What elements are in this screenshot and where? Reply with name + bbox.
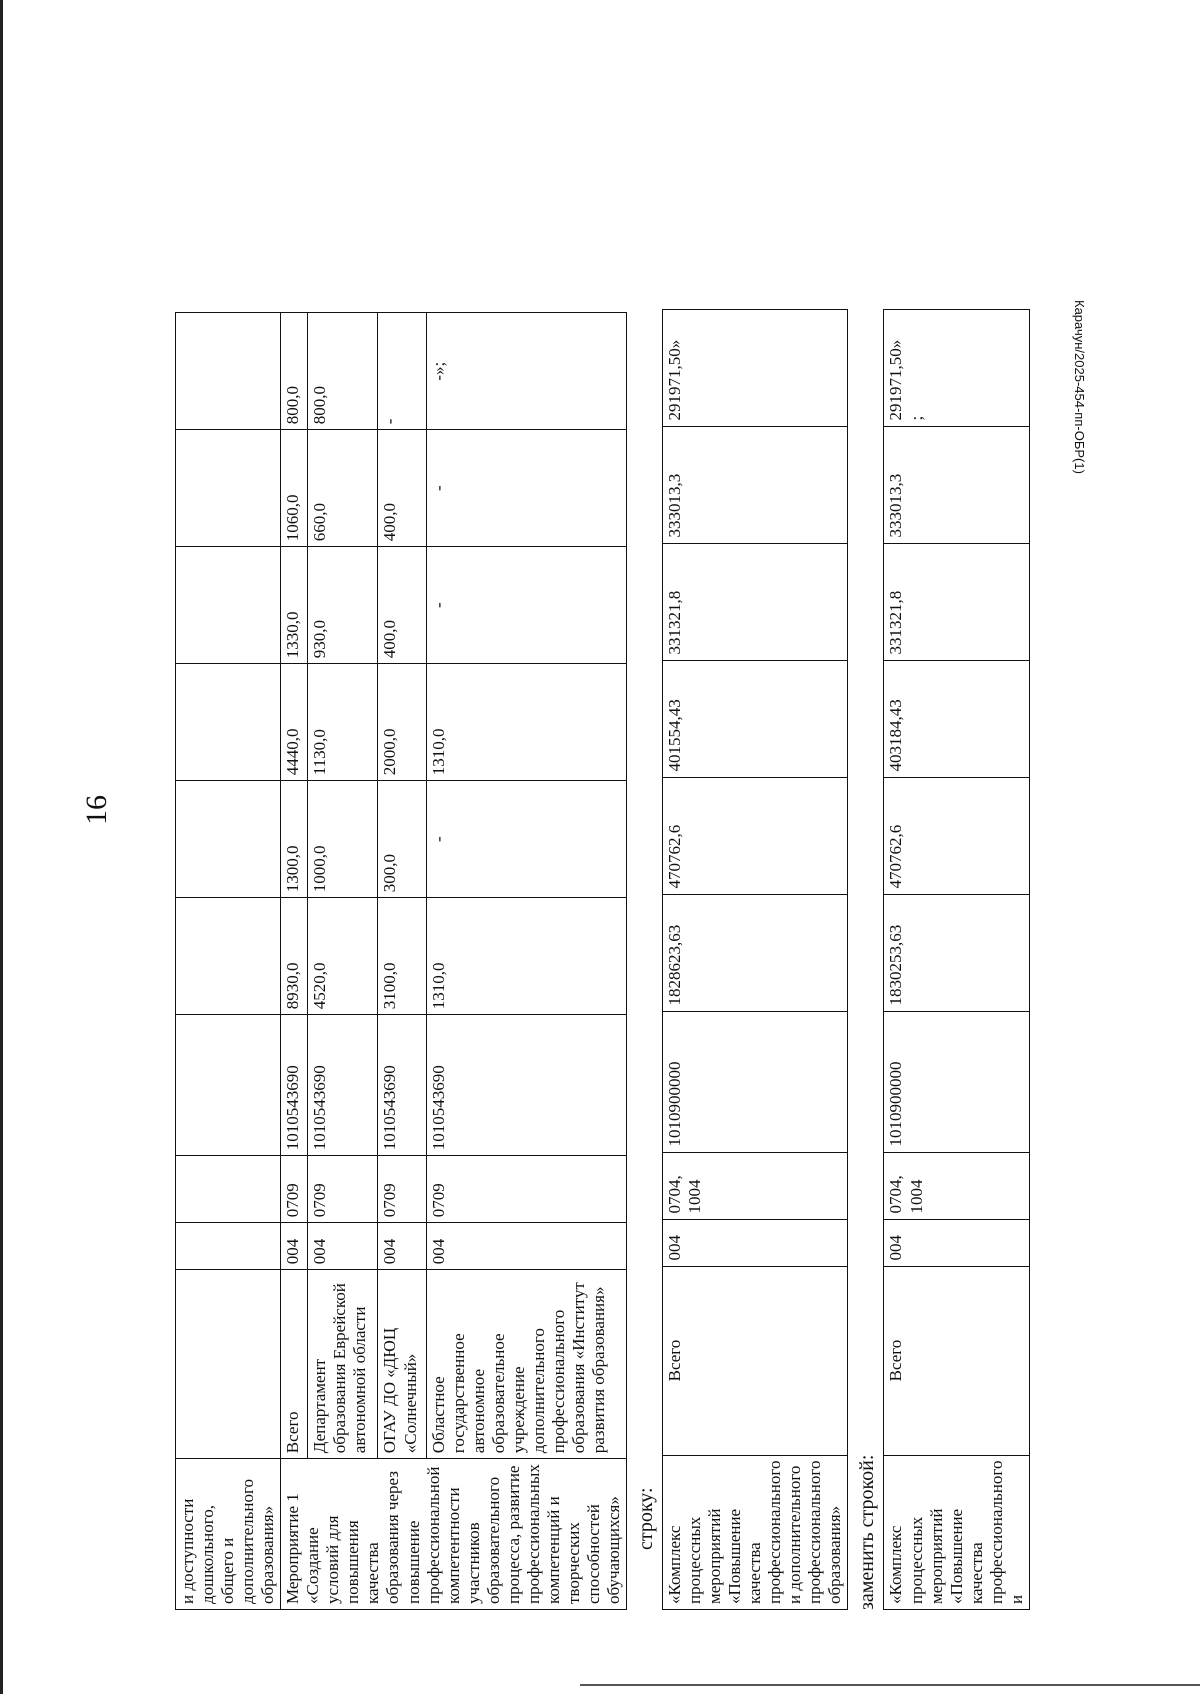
cell-year: 1310,0 <box>427 664 627 781</box>
cell-year: 1060,0 <box>281 430 308 547</box>
table-row <box>308 313 378 1610</box>
cell-year-last <box>884 309 1029 426</box>
cell-csr: 1010900000 <box>884 1011 1029 1152</box>
cell-total: 8930,0 <box>281 898 308 1015</box>
table-row <box>884 309 1029 1609</box>
cell-complex-name: «Комплекс процессных мероприятий «Повышение качества профессионального и дополнительного профессионального образования» <box>663 1455 848 1609</box>
cell-year: - <box>378 313 427 430</box>
cell-total: 1830253,63 <box>884 894 1029 1011</box>
cell-year-tail: ; <box>906 415 926 421</box>
heading-stroku: строку: <box>635 1487 658 1550</box>
cell-year: 1000,0 <box>308 781 378 898</box>
cell-executor: Областное государственное автономное образовательное учреждение дополнительного профессионального образования «Институт развития образования» <box>427 1270 627 1459</box>
cell-year: - <box>427 781 627 898</box>
cell-year: -»; <box>427 313 627 430</box>
cell-year: - <box>427 430 627 547</box>
cell-executor: Департамент образования Еврейской автономной области <box>308 1270 378 1459</box>
cell-total: 4520,0 <box>308 898 378 1015</box>
heading-replace: заменить строкой: <box>856 1454 879 1610</box>
cell-year: 470762,6 <box>663 777 848 894</box>
footer-code: Карачун/2025-454-пп-ОБР(1) <box>1072 300 1087 474</box>
cell-grbs: 004 <box>884 1219 1029 1266</box>
cell-rz: 0709 <box>281 1156 308 1223</box>
table-row <box>378 313 427 1610</box>
cell-csr: 1010900000 <box>663 1011 848 1152</box>
cell-total: 1828623,63 <box>663 894 848 1011</box>
cell-rz: 0704, 1004 <box>884 1152 1029 1219</box>
cell-rz: 0709 <box>378 1156 427 1223</box>
cell-year: 403184,43 <box>884 660 1029 777</box>
cell-year: 930,0 <box>308 547 378 664</box>
cell-year: 470762,6 <box>884 777 1029 894</box>
cell-executor: Всего <box>663 1266 848 1455</box>
table-block-3 <box>883 309 1029 1610</box>
cell-csr: 1010543690 <box>427 1015 627 1156</box>
cell-total: 1310,0 <box>427 898 627 1015</box>
cell-year: 1300,0 <box>281 781 308 898</box>
cell-total: 3100,0 <box>378 898 427 1015</box>
cell-rz: 0704, 1004 <box>663 1152 848 1219</box>
cell-year-value: 291971,50» <box>886 339 906 421</box>
cell-year: 291971,50» <box>663 309 848 426</box>
cell-year: 333013,3 <box>884 426 1029 543</box>
cell-csr: 1010543690 <box>378 1015 427 1156</box>
page-number: 16 <box>80 795 113 825</box>
rotated-content <box>175 30 1030 1610</box>
cell-year: - <box>427 547 627 664</box>
cell-year: 400,0 <box>378 430 427 547</box>
cell-year: 400,0 <box>378 547 427 664</box>
cell-year: 300,0 <box>378 781 427 898</box>
cell-executor: ОГАУ ДО «ДЮЦ «Солнечный» <box>378 1270 427 1459</box>
cell-year: 331321,8 <box>663 543 848 660</box>
table-row <box>663 309 848 1609</box>
cell-grbs: 004 <box>378 1223 427 1270</box>
cell-executor: Всего <box>884 1266 1029 1455</box>
page-edge-left <box>0 0 3 1694</box>
cell-year: 333013,3 <box>663 426 848 543</box>
table-row <box>176 313 281 1610</box>
cell-grbs: 004 <box>281 1223 308 1270</box>
cell-grbs: 004 <box>663 1219 848 1266</box>
cell-activity-name: Мероприятие 1 «Создание условий для повышения качества образования через повышение профессиональной компетентности участников образовательного процесса, развитие профессиональных компетенций и творческих способностей обучающихся» <box>281 1459 627 1610</box>
cell-grbs: 004 <box>308 1223 378 1270</box>
cell-csr: 1010543690 <box>308 1015 378 1156</box>
table-row <box>427 313 627 1610</box>
table-block-1 <box>175 312 627 1610</box>
cell-executor: Всего <box>281 1270 308 1459</box>
table-block-2 <box>662 309 848 1610</box>
cell-name-continuation: и доступности дошкольного, общего и дополнительного образования» <box>176 1459 281 1610</box>
cell-csr: 1010543690 <box>281 1015 308 1156</box>
page-edge-bottom <box>580 1684 1200 1686</box>
cell-rz: 0709 <box>427 1156 627 1223</box>
cell-year: 4440,0 <box>281 664 308 781</box>
cell-rz: 0709 <box>308 1156 378 1223</box>
cell-year: 800,0 <box>308 313 378 430</box>
table-row <box>281 313 308 1610</box>
cell-complex-name: «Комплекс процессных мероприятий «Повышение качества профессионального и <box>884 1455 1029 1609</box>
cell-year: 2000,0 <box>378 664 427 781</box>
cell-grbs: 004 <box>427 1223 627 1270</box>
cell-year: 401554,43 <box>663 660 848 777</box>
cell-year: 800,0 <box>281 313 308 430</box>
cell-year: 660,0 <box>308 430 378 547</box>
cell-year: 1130,0 <box>308 664 378 781</box>
cell-year: 1330,0 <box>281 547 308 664</box>
cell-year: 331321,8 <box>884 543 1029 660</box>
